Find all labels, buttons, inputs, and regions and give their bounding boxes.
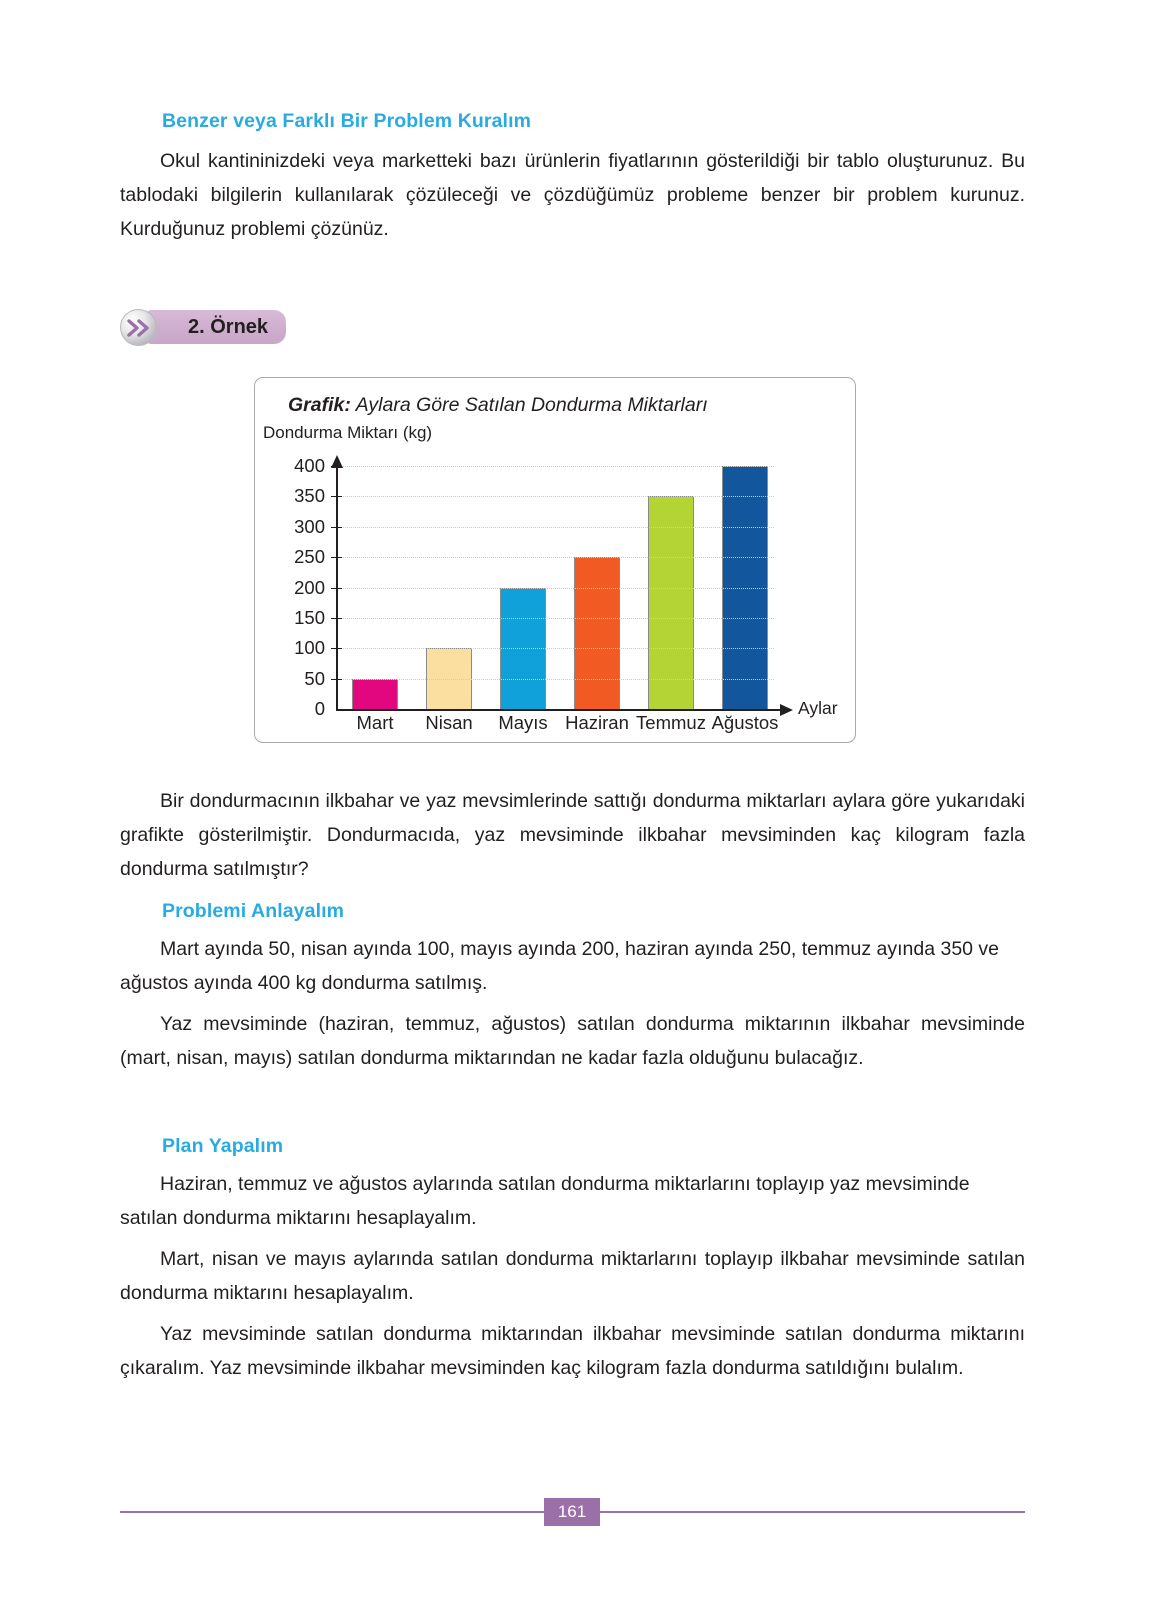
y-axis-tick [331, 466, 342, 467]
paragraph-text: Mart ayında 50, nisan ayında 100, mayıs ayında 200, haziran ayında 250, temmuz ayında 350 ve ağustos ayında 400 kg dondurma satılmış. [120, 938, 1000, 994]
y-axis-tick-label: 250 [294, 546, 325, 568]
paragraph-understand-1 [120, 932, 1025, 1000]
x-axis-tick-label: Mart [356, 712, 394, 733]
chart-gridline [338, 496, 774, 497]
chart-x-axis-label: Aylar [798, 698, 838, 718]
paragraph-plan-1 [120, 1167, 1025, 1235]
heading-problem-create: Benzer veya Farklı Bir Problem Kuralım [162, 110, 532, 132]
paragraph-text: Okul kantininizdeki veya marketteki bazı ürünlerin fiyatlarının gösterildiği bir tablo oluşturunuz. Bu tablodaki bilgilerin kullanılarak çözüleceği ve çözdüğümüz probleme benzer bir problem kurunuz. Kurduğunuz problemi çözünüz. [120, 150, 1025, 240]
y-axis-tick [331, 588, 342, 589]
chart-gridline [338, 588, 774, 589]
paragraph-question [120, 784, 1025, 886]
y-axis-tick-label: 350 [294, 485, 325, 507]
y-axis-tick [331, 648, 342, 649]
chart-gridline [338, 618, 774, 619]
chart-plot-area [255, 378, 857, 744]
x-axis-tick-label: Ağustos [711, 712, 779, 733]
plan-block [120, 1135, 1025, 1392]
paragraph-text: Haziran, temmuz ve ağustos aylarında satılan dondurma miktarlarını toplayıp yaz mevsiminde satılan dondurma miktarını hesaplayalım. [120, 1173, 970, 1229]
y-axis-tick [331, 527, 342, 528]
chart-bar [352, 679, 398, 709]
y-axis-tick [331, 557, 342, 558]
chart-gridline [338, 679, 774, 680]
page-footer [120, 1498, 1025, 1526]
chart-y-axis-label: Dondurma Miktarı (kg) [263, 423, 433, 442]
paragraph-text: Bir dondurmacının ilkbahar ve yaz mevsimlerinde sattığı dondurma miktarları aylara göre yukarıdaki grafikte gösterilmiştir. Dondurmacıda, yaz mevsiminde ilkbahar mevsiminden kaç kilogram fazla dondurma satılmıştır? [120, 790, 1025, 880]
x-axis-tick-label: Haziran [565, 712, 629, 733]
y-axis-tick-label: 200 [294, 576, 325, 598]
x-axis-tick-label: Temmuz [636, 712, 706, 733]
question-block [120, 784, 1025, 893]
heading-understand: Problemi Anlayalım [162, 900, 345, 922]
chart-gridline [338, 466, 774, 467]
paragraph-text: Yaz mevsiminde (haziran, temmuz, ağustos) satılan dondurma miktarının ilkbahar mevsiminde (mart, nisan, mayıs) satılan dondurma miktarından ne kadar fazla olduğunu bulacağız. [120, 1013, 1025, 1069]
heading-plan: Plan Yapalım [162, 1135, 284, 1157]
y-axis-tick-label: 400 [294, 455, 325, 476]
y-axis-tick-label: 150 [294, 606, 325, 628]
y-axis-tick [331, 679, 342, 680]
y-axis-tick-label: 50 [304, 667, 325, 689]
chart-bar [574, 557, 620, 709]
chart-gridline [338, 648, 774, 649]
example-badge-plate [146, 310, 286, 344]
chart-gridline [338, 557, 774, 558]
paragraph-plan-2 [120, 1242, 1025, 1310]
x-axis-tick-label: Nisan [425, 712, 473, 733]
x-axis-line [336, 709, 786, 711]
chart-title-text: Aylara Göre Satılan Dondurma Miktarları [355, 394, 708, 416]
chart-gridline [338, 527, 774, 528]
paragraph-plan-3 [120, 1317, 1025, 1385]
y-axis-tick [331, 496, 342, 497]
page-number: 161 [544, 1498, 600, 1526]
understand-block [120, 900, 1025, 1082]
paragraph-text: Mart, nisan ve mayıs aylarında satılan dondurma miktarlarını toplayıp ilkbahar mevsiminde satılan dondurma miktarını hesaplayalım. [120, 1248, 1025, 1304]
paragraph-text: Yaz mevsiminde satılan dondurma miktarından ilkbahar mevsiminde satılan dondurma miktarını çıkaralım. Yaz mevsiminde ilkbahar mevsiminden kaç kilogram fazla dondurma satıldığını bulalım. [120, 1323, 1025, 1379]
page-content [120, 110, 1025, 253]
y-axis-tick-label: 0 [314, 698, 325, 719]
x-axis-tick-label: Mayıs [498, 712, 548, 733]
y-axis-tick [331, 618, 342, 619]
paragraph-problem-create [120, 144, 1025, 246]
y-axis-tick-label: 300 [294, 515, 325, 537]
chart-card [254, 377, 856, 743]
paragraph-understand-2 [120, 1007, 1025, 1075]
chart-title-prefix: Grafik: [288, 394, 351, 416]
example-badge-label: 2. Örnek [188, 315, 269, 338]
double-chevron-right-icon [120, 309, 157, 346]
chart-bar [648, 496, 694, 709]
y-axis-tick-label: 100 [294, 637, 325, 659]
